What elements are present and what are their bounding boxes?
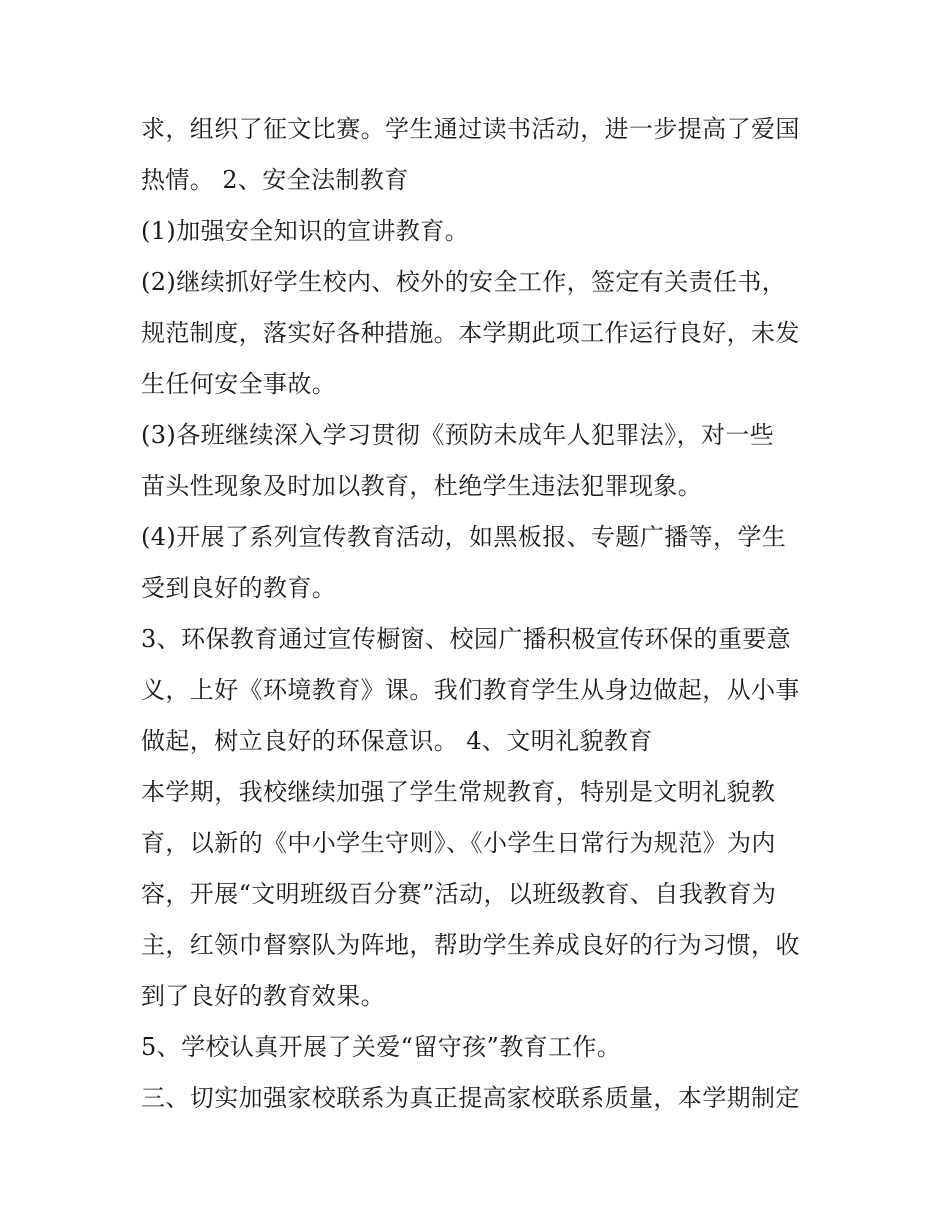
text-line: (2)继续抓好学生校内、校外的安全工作，签定有关责任书，: [141, 268, 787, 296]
text-line: 主，红领巾督察队为阵地，帮助学生养成良好的行为习惯，收: [141, 931, 800, 959]
text-line: 本学期，我校继续加强了学生常规教育，特别是文明礼貌教: [141, 778, 776, 806]
text-line: 5、学校认真开展了关爱“留守孩”教育工作。: [141, 1033, 622, 1061]
text-line: 热情。 2、安全法制教育: [141, 166, 409, 194]
text-line: 3、环保教育通过宣传橱窗、校园广播积极宣传环保的重要意: [141, 625, 792, 653]
text-line: 到了良好的教育效果。: [141, 982, 385, 1010]
text-line: 育，以新的《中小学生守则》、《小学生日常行为规范》为内: [141, 829, 776, 857]
text-line: 做起，树立良好的环保意识。 4、文明礼貌教育: [141, 727, 653, 755]
text-line: 三、切实加强家校联系为真正提高家校联系质量，本学期制定: [141, 1084, 800, 1112]
text-line: 求，组织了征文比赛。学生通过读书活动，进一步提高了爱国: [141, 115, 800, 143]
document-body: [141, 104, 821, 1124]
text-line: 受到良好的教育。: [141, 574, 337, 602]
text-line: 义，上好《环境教育》课。我们教育学生从身边做起，从小事: [141, 676, 800, 704]
text-line: (4)开展了系列宣传教育活动，如黑板报、专题广播等，学生: [141, 523, 787, 551]
text-line: 规范制度，落实好各种措施。本学期此项工作运行良好，未发: [141, 319, 800, 347]
text-line: (3)各班继续深入学习贯彻《预防未成年人犯罪法》，对一些: [141, 421, 775, 449]
text-line: 生任何安全事故。: [141, 370, 337, 398]
text-line: 容，开展“文明班级百分赛”活动，以班级教育、自我教育为: [141, 880, 777, 908]
text-line: (1)加强安全知识的宣讲教育。: [141, 217, 469, 245]
text-line: 苗头性现象及时加以教育，杜绝学生违法犯罪现象。: [141, 472, 703, 500]
